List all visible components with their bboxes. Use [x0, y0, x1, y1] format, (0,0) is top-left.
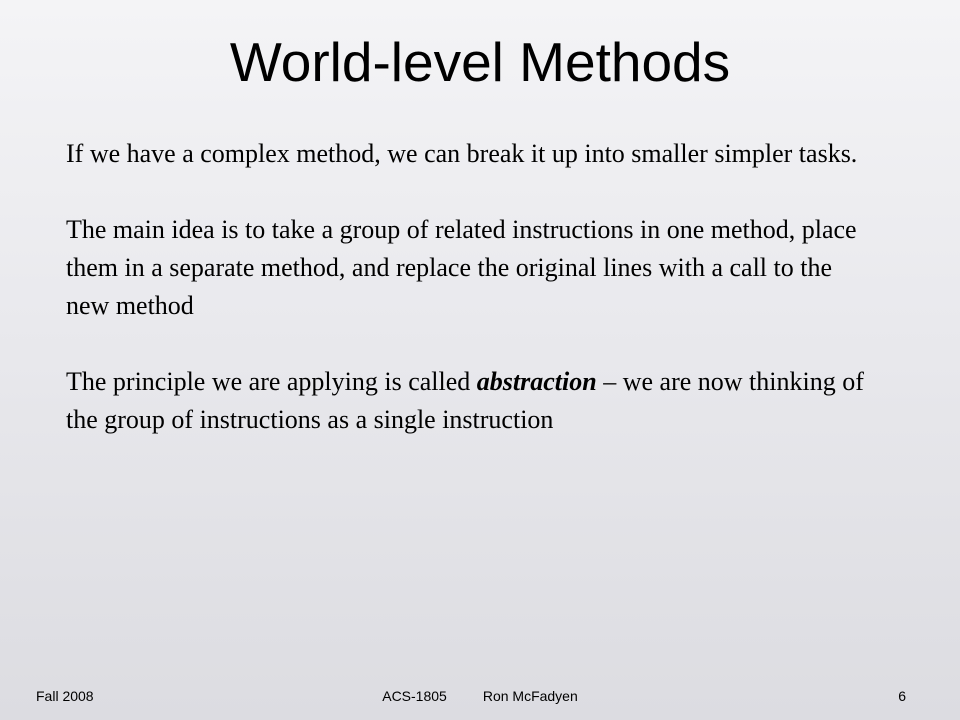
paragraph-abstraction-lead: The principle we are applying is called — [66, 367, 477, 396]
footer-author: Ron McFadyen — [482, 688, 578, 704]
paragraph-main-idea: The main idea is to take a group of related instructions in one method, place them in a separate method, and replace the original lines with a call to the new method — [66, 215, 857, 320]
footer-term: Fall 2008 — [36, 688, 94, 704]
footer-course-author — [0, 686, 960, 706]
paragraph-abstraction-tail: – we are now thinking of the group of instructions as a single instruction — [66, 367, 864, 434]
footer-page-number: 6 — [898, 688, 906, 704]
footer-course: ACS-1805 — [382, 688, 447, 704]
slide-title: World-level Methods — [229, 31, 731, 93]
slide-body — [66, 135, 866, 439]
abstraction-term: abstraction — [476, 367, 597, 396]
paragraph-complex-method: If we have a complex method, we can break it up into smaller simpler tasks. — [66, 139, 858, 168]
paragraph-abstraction — [66, 363, 866, 439]
